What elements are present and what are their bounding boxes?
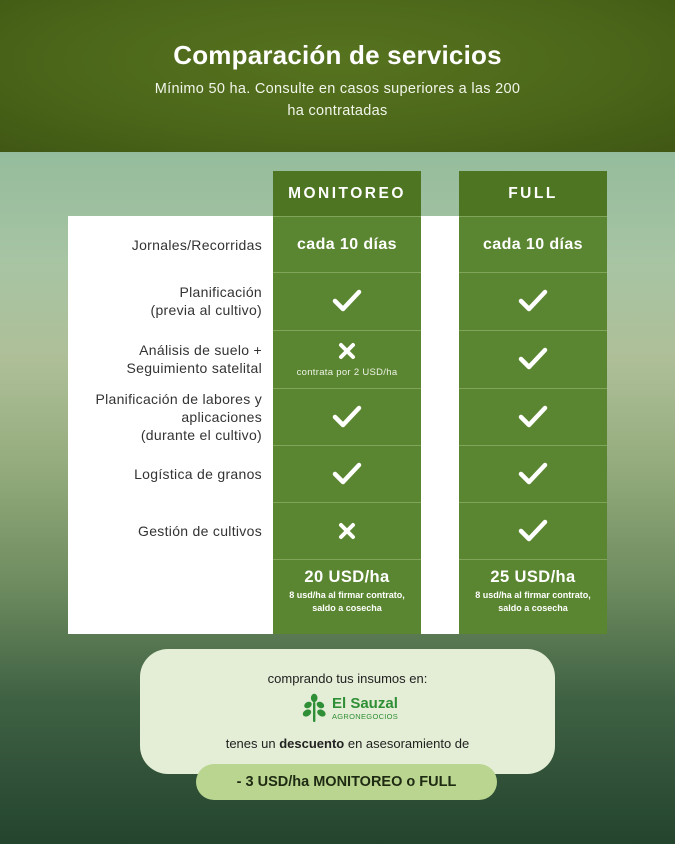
leaf-icon	[300, 693, 328, 723]
row-label: Logística de granos	[134, 465, 262, 482]
promo-top-text: comprando tus insumos en:	[267, 671, 428, 686]
promo-bottom-text	[140, 736, 555, 751]
el-sauzal-logo	[300, 693, 398, 723]
column-gap	[421, 216, 459, 634]
row-label: Jornales/Recorridas	[131, 236, 262, 253]
row-label: Planificación (previa al cultivo)	[150, 283, 262, 318]
cell-monitoreo	[273, 388, 421, 445]
frequency-text: cada 10 días	[297, 236, 397, 253]
cell-monitoreo	[273, 216, 421, 273]
cell-monitoreo	[273, 502, 421, 559]
check-icon	[330, 400, 364, 434]
header-banner	[0, 0, 675, 152]
cell-full	[459, 502, 607, 559]
price-note: 8 usd/ha al firmar contrato, saldo a cosecha	[475, 590, 591, 613]
frequency-text: cada 10 días	[483, 236, 583, 253]
cross-icon	[337, 341, 357, 361]
column-monitoreo	[273, 171, 421, 634]
cell-monitoreo	[273, 272, 421, 329]
column-header-full: FULL	[459, 171, 607, 216]
cell-full	[459, 272, 607, 329]
column-header-monitoreo: MONITOREO	[273, 171, 421, 216]
check-icon	[516, 400, 550, 434]
check-icon	[330, 284, 364, 318]
price: 25 USD/ha	[490, 568, 576, 586]
logo-subtitle: AGRONEGOCIOS	[332, 711, 399, 721]
logo-name: El Sauzal	[332, 694, 398, 712]
cell-monitoreo	[273, 445, 421, 502]
column-full	[459, 171, 607, 634]
promo-bottom-prefix: tenes un	[225, 736, 280, 751]
cell-monitoreo	[273, 330, 421, 387]
price-cell-full	[459, 559, 607, 633]
check-icon	[516, 514, 550, 548]
promo-box	[140, 649, 555, 774]
cell-note: contrata por 2 USD/ha	[296, 366, 398, 378]
price: 20 USD/ha	[304, 568, 390, 586]
price-cell-monitoreo	[273, 559, 421, 633]
discount-badge: - 3 USD/ha MONITOREO o FULL	[196, 764, 497, 800]
promo-bottom-bold: descuento	[279, 736, 345, 751]
cell-full	[459, 388, 607, 445]
row-label: Planificación de labores y aplicaciones (durante el cultivo)	[95, 390, 262, 443]
price-note: 8 usd/ha al firmar contrato, saldo a cosecha	[289, 590, 405, 613]
check-icon	[516, 457, 550, 491]
cell-full	[459, 445, 607, 502]
check-icon	[330, 457, 364, 491]
check-icon	[516, 342, 550, 376]
page-title: Comparación de servicios	[173, 40, 502, 70]
cell-full	[459, 216, 607, 273]
cell-full	[459, 330, 607, 387]
row-label: Gestión de cultivos	[138, 522, 262, 539]
promo-bottom-suffix: en asesoramiento de	[344, 736, 470, 751]
page-subtitle: Mínimo 50 ha. Consulte en casos superiores a las 200 ha contratadas	[154, 81, 521, 119]
cross-icon	[337, 521, 357, 541]
row-label: Análisis de suelo + Seguimiento satelital	[126, 341, 262, 376]
check-icon	[516, 284, 550, 318]
